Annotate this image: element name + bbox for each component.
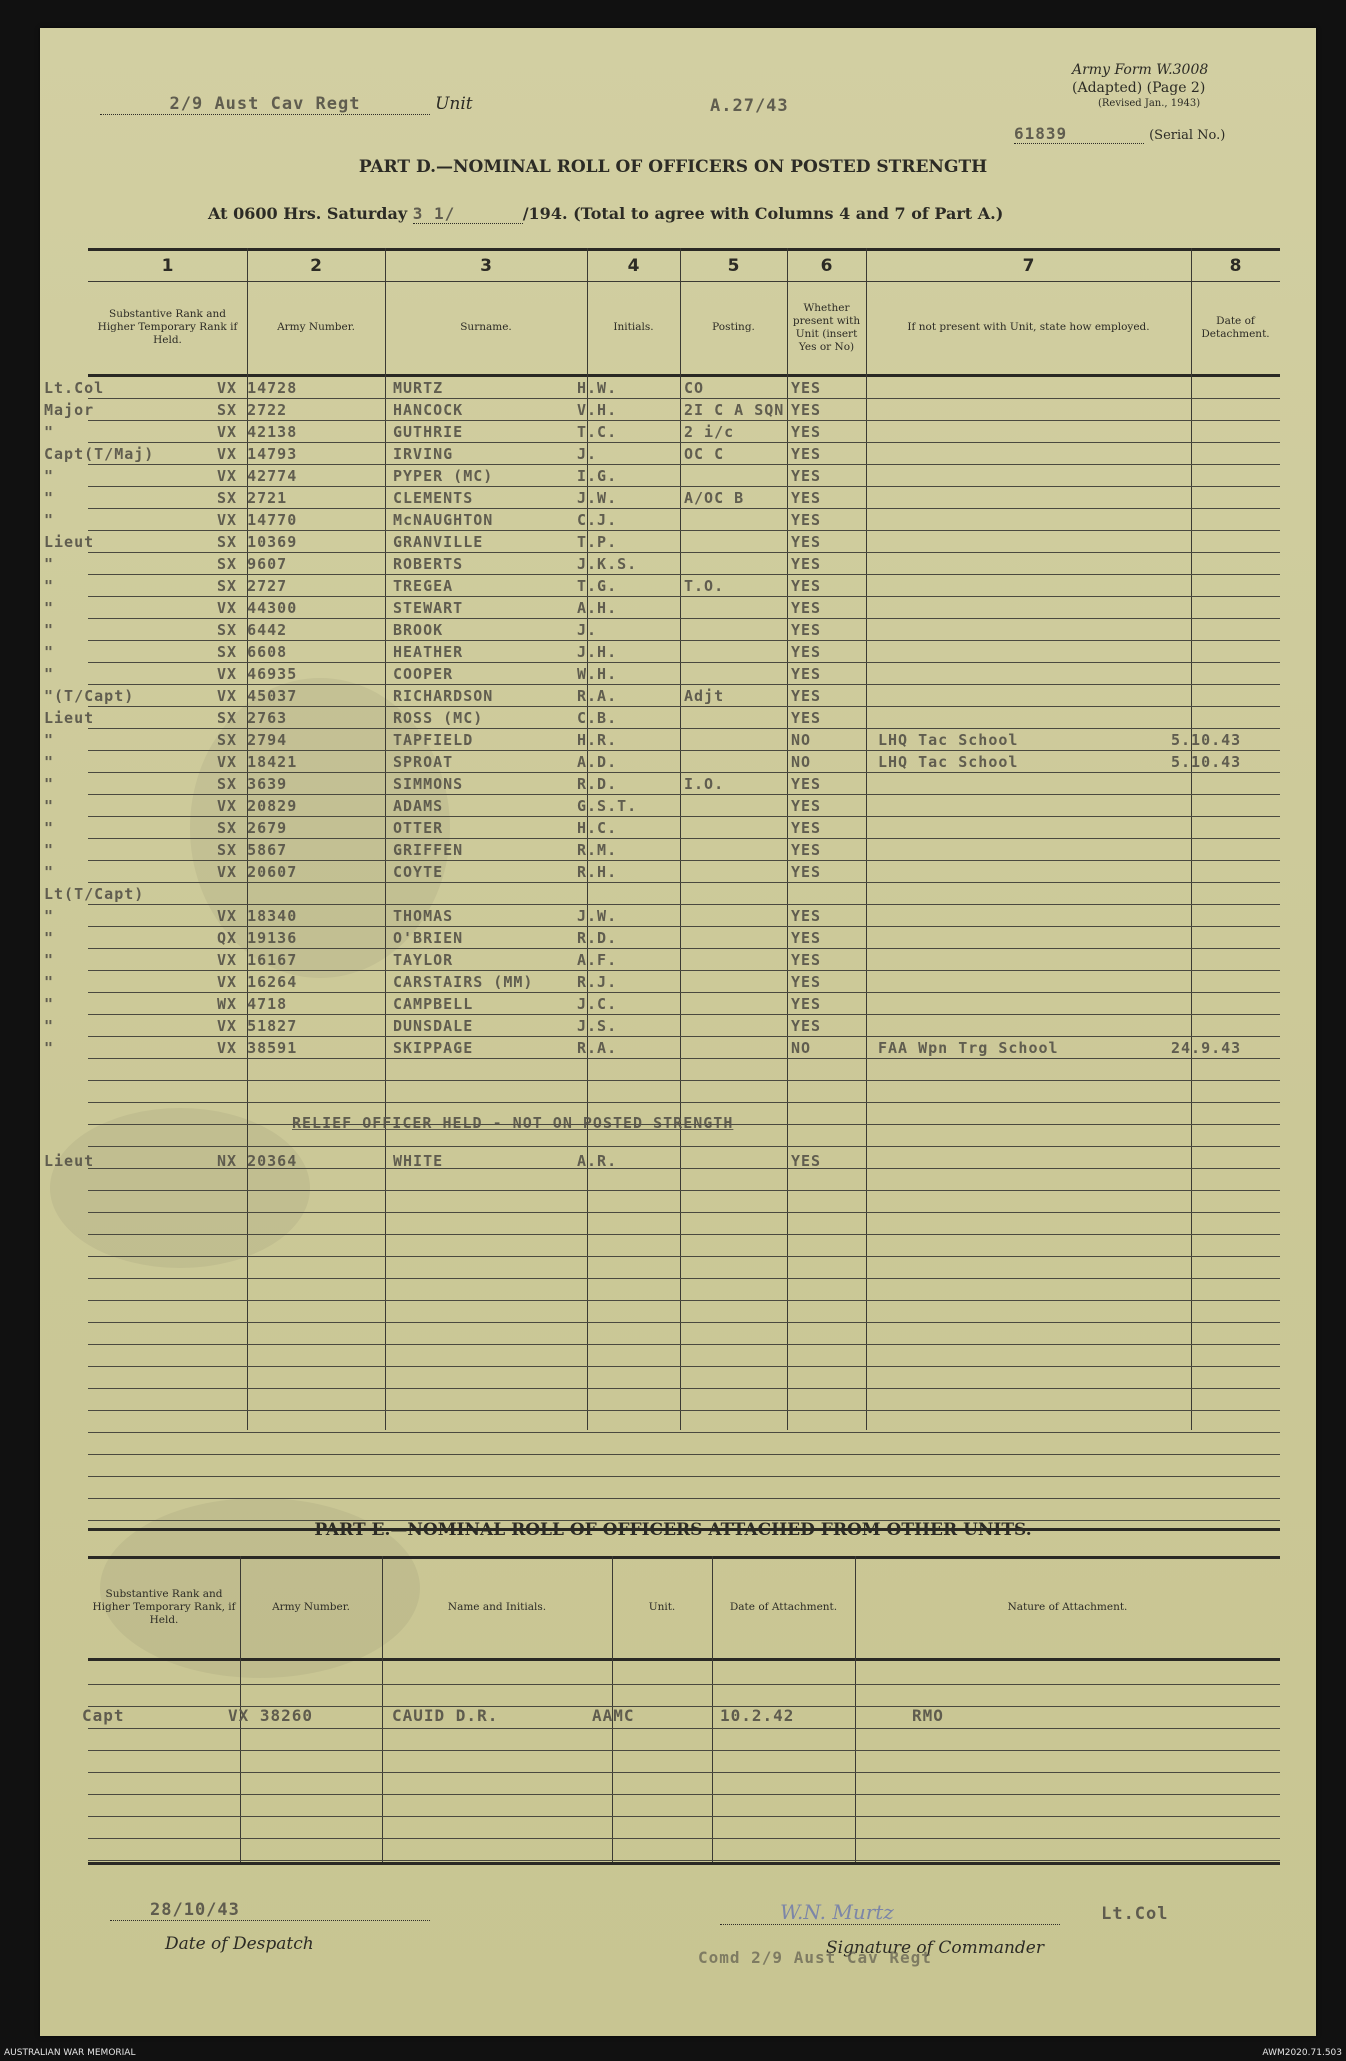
cell-num: VX 14770 — [217, 511, 298, 529]
cell-rank: " — [44, 643, 55, 661]
column-header: Army Number. — [277, 321, 355, 333]
date-line — [208, 204, 1003, 224]
form-revised: (Revised Jan., 1943) — [1098, 98, 1201, 109]
row-rule — [88, 1300, 1280, 1301]
cell-post: 2I C A SQN — [684, 401, 785, 419]
cell-surname: ROBERTS — [393, 555, 464, 573]
row-rule — [88, 1498, 1280, 1499]
cell-rank: Capt(T/Maj) — [44, 445, 155, 463]
cell-present: YES — [791, 533, 822, 551]
cell-rank: " — [44, 995, 55, 1013]
row-rule — [88, 1234, 1280, 1235]
cell-init: T.C. — [577, 423, 618, 441]
cell-present: YES — [791, 907, 822, 925]
part-e-bottom-rule — [88, 1862, 1280, 1865]
cell-rank: " — [44, 973, 55, 991]
cell-init: C.B. — [577, 709, 618, 727]
table-row — [0, 599, 1346, 621]
table-row — [0, 665, 1346, 687]
cell-present: YES — [791, 445, 822, 463]
column-number: 8 — [1229, 256, 1242, 276]
cell-date: 24.9.43 — [1171, 1039, 1242, 1057]
cell-present: YES — [791, 995, 822, 1013]
cell-rank: " — [44, 863, 55, 881]
signature-line — [720, 1900, 1169, 1925]
cell-employed: FAA Wpn Trg School — [878, 1039, 1059, 1057]
cell-surname: BROOK — [393, 621, 444, 639]
row-rule — [88, 1080, 1280, 1081]
cell-rank: Major — [44, 401, 95, 419]
command-stamp: Comd 2/9 Aust Cav Regt — [698, 1948, 932, 1967]
cell-present: YES — [791, 511, 822, 529]
cell-surname: GUTHRIE — [393, 423, 464, 441]
cell-num: WX 4718 — [217, 995, 288, 1013]
relief-subheading: RELIEF OFFICER HELD - NOT ON POSTED STRENGTH — [292, 1114, 734, 1132]
cell-present: YES — [791, 401, 822, 419]
cell-surname: CLEMENTS — [393, 489, 474, 507]
cell-init: A.H. — [577, 599, 618, 617]
cell-rank: Lt.Col — [44, 379, 105, 397]
cell-present: YES — [791, 467, 822, 485]
part-e-top-rule — [88, 1556, 1280, 1559]
cell-num: VX 18340 — [217, 907, 298, 925]
row-rule — [88, 1212, 1280, 1213]
cell-present: YES — [791, 951, 822, 969]
cell-surname: SIMMONS — [393, 775, 464, 793]
cell-present: YES — [791, 797, 822, 815]
cell-num: VX 14728 — [217, 379, 298, 397]
cell-init: C.J. — [577, 511, 618, 529]
cell-present: YES — [791, 819, 822, 837]
table-row — [0, 687, 1346, 709]
cell-rank: " — [44, 511, 55, 529]
table-row — [0, 379, 1346, 401]
cell-surname: THOMAS — [393, 907, 454, 925]
cell-num: VX 51827 — [217, 1017, 298, 1035]
cell-present: YES — [791, 1152, 822, 1170]
cell-rank: Lieut — [44, 1152, 95, 1170]
column-header: Surname. — [460, 321, 512, 333]
row-rule — [88, 1860, 1280, 1861]
cell-surname: TAPFIELD — [393, 731, 474, 749]
at-prefix: At 0600 Hrs. Saturday — [208, 204, 408, 223]
cell-surname: GRIFFEN — [393, 841, 464, 859]
column-number: 1 — [161, 256, 174, 276]
cell-init: R.D. — [577, 775, 618, 793]
cell-num: VX 42138 — [217, 423, 298, 441]
cell-present: YES — [791, 1017, 822, 1035]
cell-date: 5.10.43 — [1171, 753, 1242, 771]
cell-init: J.C. — [577, 995, 618, 1013]
cell-rank: " — [44, 731, 55, 749]
cell-present: YES — [791, 775, 822, 793]
despatch-line — [110, 1900, 430, 1921]
cell-num: NX 20364 — [217, 1152, 298, 1170]
cell-num: VX 46935 — [217, 665, 298, 683]
table-row — [0, 709, 1346, 731]
cell-present: YES — [791, 379, 822, 397]
table-row — [0, 533, 1346, 555]
row-rule — [88, 1794, 1280, 1795]
table-row — [0, 489, 1346, 511]
table-row — [0, 1039, 1346, 1061]
row-rule — [88, 1454, 1280, 1455]
cell-num: VX 44300 — [217, 599, 298, 617]
cell-num: VX 45037 — [217, 687, 298, 705]
cell-surname: TAYLOR — [393, 951, 454, 969]
column-header: Posting. — [712, 321, 755, 333]
table-row — [0, 1017, 1346, 1039]
table-row — [0, 885, 1346, 907]
cell-post: 2 i/c — [684, 423, 735, 441]
table-row — [0, 775, 1346, 797]
row-rule — [88, 1344, 1280, 1345]
column-header: If not present with Unit, state how employed. — [907, 321, 1150, 333]
form-adapted: (Adapted) (Page 2) — [1072, 80, 1206, 96]
cell-rank: " — [44, 577, 55, 595]
cell-init: T.G. — [577, 577, 618, 595]
serial-label: (Serial No.) — [1149, 128, 1226, 143]
column-header: Whether present with Unit (insert Yes or No) — [792, 301, 861, 353]
cell-employed: LHQ Tac School — [878, 753, 1019, 771]
table-row — [0, 621, 1346, 643]
cell-num: SX 2722 — [217, 401, 288, 419]
cell-num: SX 10369 — [217, 533, 298, 551]
table-row — [0, 951, 1346, 973]
cell-surname: MURTZ — [393, 379, 444, 397]
cell-init: J.S. — [577, 1017, 618, 1035]
cell-surname: COYTE — [393, 863, 444, 881]
cell-num: VX 38591 — [217, 1039, 298, 1057]
column-header: Army Number. — [272, 1600, 350, 1613]
row-rule — [88, 1366, 1280, 1367]
row-rule — [88, 1256, 1280, 1257]
cell-num: VX 16264 — [217, 973, 298, 991]
cell-init: R.H. — [577, 863, 618, 881]
table-row — [0, 797, 1346, 819]
cell-surname: ROSS (MC) — [393, 709, 484, 727]
unit-value: 2/9 Aust Cav Regt — [169, 94, 361, 114]
cell-surname: IRVING — [393, 445, 454, 463]
attached-officer-row — [0, 1706, 1346, 1730]
column-header: Date of Detachment. — [1201, 314, 1270, 340]
row-rule — [88, 1476, 1280, 1477]
cell-num: SX 3639 — [217, 775, 288, 793]
cell-present: YES — [791, 687, 822, 705]
cell-present: NO — [791, 731, 812, 749]
cell-num: VX 14793 — [217, 445, 298, 463]
cell-post: Adjt — [684, 687, 725, 705]
cell-surname: O'BRIEN — [393, 929, 464, 947]
cell-rank: " — [44, 1039, 55, 1057]
cell-present: YES — [791, 423, 822, 441]
table-row — [0, 731, 1346, 753]
cell-present: YES — [791, 841, 822, 859]
cell-present: NO — [791, 753, 812, 771]
cell-rank: Lieut — [44, 533, 95, 551]
cell-num: SX 6608 — [217, 643, 288, 661]
table-row — [0, 753, 1346, 775]
table-row — [0, 907, 1346, 929]
cell-rank: " — [44, 489, 55, 507]
reference-number: A.27/43 — [710, 96, 789, 116]
cell-init: A.D. — [577, 753, 618, 771]
cell-unit: AAMC — [592, 1706, 635, 1725]
date-filled: 3 1/ — [412, 204, 456, 223]
cell-surname: SKIPPAGE — [393, 1039, 474, 1057]
cell-num: SX 2763 — [217, 709, 288, 727]
cell-surname: HEATHER — [393, 643, 464, 661]
cell-post: A/OC B — [684, 489, 745, 507]
archive-credit-left: AUSTRALIAN WAR MEMORIAL — [4, 2048, 136, 2058]
form-id: Army Form W.3008 — [1072, 62, 1209, 78]
year: /194 — [522, 204, 562, 223]
cell-surname: SPROAT — [393, 753, 454, 771]
column-number: 6 — [820, 256, 833, 276]
cell-present: YES — [791, 643, 822, 661]
cell-rank: " — [44, 555, 55, 573]
cell-init: H.W. — [577, 379, 618, 397]
column-header: Substantive Rank and Higher Temporary Rank, if Held. — [92, 1587, 236, 1626]
cell-surname: STEWART — [393, 599, 464, 617]
cell-init: A.F. — [577, 951, 618, 969]
row-rule — [88, 1750, 1280, 1751]
column-header: Unit. — [648, 1600, 676, 1613]
cell-present: YES — [791, 599, 822, 617]
table-row — [0, 467, 1346, 489]
cell-present: YES — [791, 929, 822, 947]
cell-post: T.O. — [684, 577, 725, 595]
cell-num: VX 18421 — [217, 753, 298, 771]
cell-init: R.M. — [577, 841, 618, 859]
cell-name: CAUID D.R. — [392, 1706, 499, 1725]
cell-num: SX 2679 — [217, 819, 288, 837]
cell-rank: " — [44, 907, 55, 925]
cell-num: SX 9607 — [217, 555, 288, 573]
column-header: Initials. — [613, 321, 654, 333]
cell-surname: ADAMS — [393, 797, 444, 815]
table-row — [0, 511, 1346, 533]
cell-surname: RICHARDSON — [393, 687, 494, 705]
cell-init: J. — [577, 445, 598, 463]
cell-present: YES — [791, 489, 822, 507]
cell-date: 10.2.42 — [720, 1706, 795, 1725]
cell-rank: Capt — [82, 1706, 125, 1725]
cell-surname: McNAUGHTON — [393, 511, 494, 529]
cell-init: H.R. — [577, 731, 618, 749]
cell-surname: PYPER (MC) — [393, 467, 494, 485]
table-row — [0, 643, 1346, 665]
column-number: 3 — [480, 256, 492, 276]
cell-rank: "(T/Capt) — [44, 687, 135, 705]
unit-line — [100, 94, 550, 115]
serial-line — [1014, 124, 1225, 144]
cell-init: J. — [577, 621, 598, 639]
cell-init: J.H. — [577, 643, 618, 661]
cell-present: YES — [791, 555, 822, 573]
table-header-rule — [88, 374, 1280, 377]
cell-surname: DUNSDALE — [393, 1017, 474, 1035]
cell-present: YES — [791, 621, 822, 639]
cell-post: CO — [684, 379, 705, 397]
cell-init: W.H. — [577, 665, 618, 683]
column-number: 7 — [1022, 256, 1035, 276]
cell-init: R.J. — [577, 973, 618, 991]
table-row — [0, 555, 1346, 577]
cell-present: YES — [791, 577, 822, 595]
cell-surname: CAMPBELL — [393, 995, 474, 1013]
cell-num: SX 6442 — [217, 621, 288, 639]
cell-init: R.D. — [577, 929, 618, 947]
table-row — [0, 577, 1346, 599]
cell-rank: Lieut — [44, 709, 95, 727]
row-rule — [88, 1684, 1280, 1685]
cell-num: VX 42774 — [217, 467, 298, 485]
commander-signature: W.N. Murtz — [780, 1900, 894, 1924]
cell-rank: " — [44, 753, 55, 771]
cell-rank: " — [44, 951, 55, 969]
serial-value: 61839 — [1014, 124, 1068, 143]
cell-init: A.R. — [577, 1152, 618, 1170]
table-row — [0, 841, 1346, 863]
row-rule — [88, 1838, 1280, 1839]
cell-rank: " — [44, 599, 55, 617]
cell-rank: " — [44, 1017, 55, 1035]
row-rule — [88, 1388, 1280, 1389]
column-header: Substantive Rank and Higher Temporary Rank if Held. — [97, 308, 238, 346]
part-d-title: PART D.—NOMINAL ROLL OF OFFICERS ON POSTED STRENGTH — [358, 157, 988, 177]
table-number-rule — [88, 281, 1280, 282]
row-rule — [88, 1146, 1280, 1147]
cell-init: I.G. — [577, 467, 618, 485]
column-number: 2 — [310, 256, 322, 276]
row-rule — [88, 1816, 1280, 1817]
table-row — [0, 445, 1346, 467]
cell-post: I.O. — [684, 775, 725, 793]
cell-rank: " — [44, 665, 55, 683]
table-row — [0, 929, 1346, 951]
cell-rank: " — [44, 423, 55, 441]
cell-post: OC C — [684, 445, 725, 463]
cell-surname: COOPER — [393, 665, 454, 683]
row-rule — [88, 1322, 1280, 1323]
cell-present: NO — [791, 1039, 812, 1057]
cell-present: YES — [791, 665, 822, 683]
table-row — [0, 401, 1346, 423]
cell-rank: " — [44, 467, 55, 485]
cell-surname: TREGEA — [393, 577, 454, 595]
cell-num: SX 5867 — [217, 841, 288, 859]
cell-nature: RMO — [912, 1706, 944, 1725]
column-number: 4 — [627, 256, 640, 276]
cell-num: VX 20829 — [217, 797, 298, 815]
cell-num: QX 19136 — [217, 929, 298, 947]
archive-credit-right: AWM2020.71.503 — [1262, 2048, 1342, 2058]
commander-rank: Lt.Col — [1101, 1904, 1169, 1924]
cell-init: R.A. — [577, 1039, 618, 1057]
despatch-date: 28/10/43 — [150, 1900, 240, 1920]
cell-rank: " — [44, 621, 55, 639]
row-rule — [88, 1102, 1280, 1103]
cell-init: G.S.T. — [577, 797, 638, 815]
row-rule — [88, 1410, 1280, 1411]
part-e-title: PART E.—NOMINAL ROLL OF OFFICERS ATTACHED FROM OTHER UNITS. — [314, 1520, 1032, 1540]
cell-surname: CARSTAIRS (MM) — [393, 973, 534, 991]
cell-employed: LHQ Tac School — [878, 731, 1019, 749]
cell-init: R.A. — [577, 687, 618, 705]
cell-rank: " — [44, 841, 55, 859]
cell-rank: " — [44, 797, 55, 815]
table-row — [0, 973, 1346, 995]
row-rule — [88, 1772, 1280, 1773]
row-rule — [88, 1278, 1280, 1279]
cell-surname: GRANVILLE — [393, 533, 484, 551]
cell-init: T.P. — [577, 533, 618, 551]
table-row — [0, 819, 1346, 841]
cell-num: VX 38260 — [228, 1706, 314, 1725]
cell-init: H.C. — [577, 819, 618, 837]
signature-label: Signature of Commander — [826, 1938, 1044, 1958]
table-row — [0, 423, 1346, 445]
cell-num: VX 20607 — [217, 863, 298, 881]
cell-init: J.W. — [577, 489, 618, 507]
cell-num: VX 16167 — [217, 951, 298, 969]
column-number: 5 — [727, 256, 740, 276]
table-row — [0, 863, 1346, 885]
total-note: . (Total to agree with Columns 4 and 7 of Part A.) — [561, 204, 1004, 223]
unit-label: Unit — [435, 94, 473, 114]
cell-rank: " — [44, 775, 55, 793]
cell-present: YES — [791, 709, 822, 727]
cell-present: YES — [791, 973, 822, 991]
cell-date: 5.10.43 — [1171, 731, 1242, 749]
cell-rank: " — [44, 819, 55, 837]
smudge — [50, 1108, 310, 1268]
column-header: Nature of Attachment. — [1007, 1600, 1128, 1613]
cell-surname: OTTER — [393, 819, 444, 837]
column-header: Name and Initials. — [447, 1600, 547, 1613]
table-row — [0, 995, 1346, 1017]
cell-present: YES — [791, 863, 822, 881]
cell-num: SX 2721 — [217, 489, 288, 507]
cell-surname: HANCOCK — [393, 401, 464, 419]
cell-num: SX 2727 — [217, 577, 288, 595]
cell-num: SX 2794 — [217, 731, 288, 749]
part-e-header-rule — [88, 1658, 1280, 1661]
column-header: Date of Attachment. — [729, 1600, 838, 1613]
despatch-label: Date of Despatch — [165, 1934, 314, 1954]
cell-surname: WHITE — [393, 1152, 444, 1170]
table-top-rule — [88, 248, 1280, 251]
relief-officer-row — [0, 1152, 1346, 1174]
cell-rank: " — [44, 929, 55, 947]
cell-rank: Lt(T/Capt) — [44, 885, 145, 903]
cell-init: V.H. — [577, 401, 618, 419]
cell-init: J.K.S. — [577, 555, 638, 573]
row-rule — [88, 1432, 1280, 1433]
row-rule — [88, 1190, 1280, 1191]
cell-init: J.W. — [577, 907, 618, 925]
